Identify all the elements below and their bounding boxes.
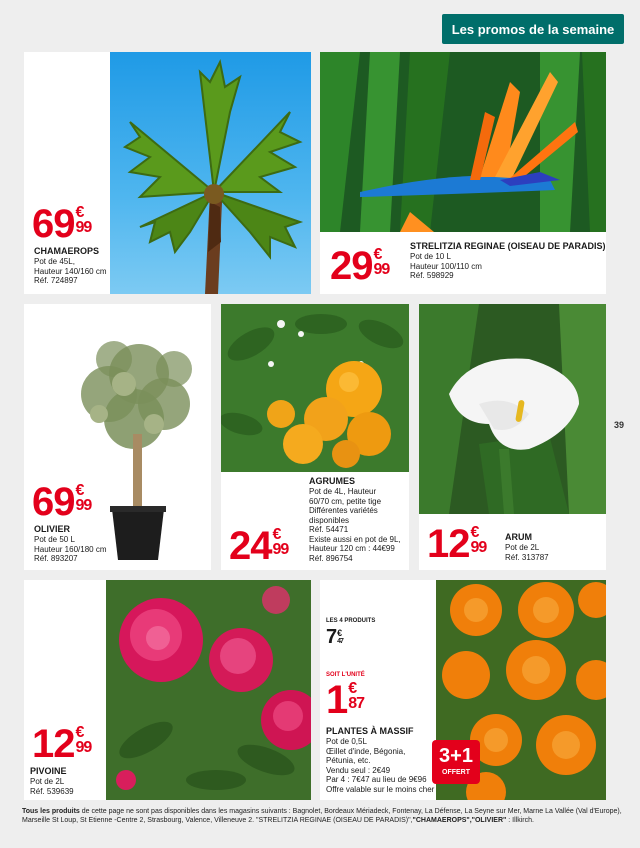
peony-illustration <box>106 580 311 800</box>
product-card-agrumes[interactable] <box>221 304 409 570</box>
pivoine-info: PIVOINE Pot de 2L Réf. 539639 <box>30 766 110 796</box>
offer-badge-main: 3+1 <box>439 745 473 767</box>
section-title-badge: Les promos de la semaine <box>442 14 624 44</box>
strelitzia-photo <box>320 52 606 232</box>
pivoine-name: PIVOINE <box>30 766 67 776</box>
offer-badge-3-plus-1 <box>432 740 480 784</box>
agrumes-photo <box>221 304 409 472</box>
strelitzia-name: STRELITZIA REGINAE (OISEAU DE PARADIS) <box>410 241 606 251</box>
product-card-arum[interactable] <box>419 304 606 570</box>
offer-badge-sub: OFFERT <box>442 769 470 776</box>
agrumes-price: 24 € 99 <box>229 524 289 568</box>
product-card-pivoine[interactable] <box>24 580 311 800</box>
plantes-unit-price: 1 € 87 <box>326 678 365 722</box>
agrumes-name: AGRUMES <box>309 476 356 486</box>
arum-photo <box>419 304 606 514</box>
arum-price: 12 € 99 <box>427 522 487 566</box>
chamaerops-price: 69 € 99 <box>32 202 92 246</box>
les4-price: 7 € 47 <box>326 626 343 648</box>
les4-label: LES 4 PRODUITS <box>326 618 376 624</box>
arum-info: ARUM Pot de 2L Réf. 313787 <box>505 532 605 562</box>
chamaerops-photo <box>110 52 311 294</box>
olivier-price: 69 € 99 <box>32 480 92 524</box>
calla-lily-illustration <box>419 304 606 514</box>
product-card-plantes-massif[interactable] <box>320 580 606 800</box>
bird-of-paradise-illustration <box>320 52 606 232</box>
strelitzia-price: 29 € 99 <box>330 244 390 288</box>
palm-tree-illustration <box>110 52 311 294</box>
arum-name: ARUM <box>505 532 532 542</box>
legal-footnote: Tous les produits de cette page ne sont pas disponibles dans les magasins suivants : Bagnolet, Bordeaux Mériadeck, Fontenay, La Défense, La Seyne sur Mer, Marne La Vallée (Val d'Europe), Marseille St Loup, St Etienne -Centre 2, Strasbourg, Valence, Villeneuve 2. "STRELITZIA REGINAE (OISEAU DE PARADIS)","CHAMAEROPS","OLIVIER" : Illkirch. <box>22 808 622 824</box>
agrumes-info: AGRUMES Pot de 4L, Hauteur 60/70 cm, petite tige Différentes variétés disponibles Réf. 54471 Existe aussi en pot de 9L, Hauteur 120 cm : 44€99 Réf. 896754 <box>309 476 409 563</box>
pivoine-photo <box>106 580 311 800</box>
unit-label: SOIT L'UNITÉ <box>326 672 365 678</box>
olivier-info: OLIVIER Pot de 50 L Hauteur 160/180 cm Réf. 893207 <box>34 524 114 564</box>
plantes-info: PLANTES À MASSIF Pot de 0,5L Œillet d'inde, Bégonia, Pétunia, etc. Vendu seul : 2€49 Par 4 : 7€47 au lieu de 9€96 Offre valable sur le moins cher <box>326 726 435 794</box>
plantes-name: PLANTES À MASSIF <box>326 726 414 736</box>
citrus-fruit-illustration <box>221 304 409 472</box>
chamaerops-name: CHAMAEROPS <box>34 246 100 256</box>
chamaerops-info: CHAMAEROPS Pot de 45L, Hauteur 140/160 cm Réf. 724897 <box>34 246 114 286</box>
product-card-strelitzia[interactable] <box>320 52 606 294</box>
olivier-name: OLIVIER <box>34 524 71 534</box>
product-card-olivier[interactable] <box>24 304 211 570</box>
strelitzia-info: STRELITZIA REGINAE (OISEAU DE PARADIS) Pot de 10 L Hauteur 100/110 cm Réf. 598929 <box>410 241 606 280</box>
page-number: 39 <box>614 420 625 430</box>
product-card-chamaerops[interactable] <box>24 52 311 294</box>
pivoine-price: 12 € 99 <box>32 722 92 766</box>
